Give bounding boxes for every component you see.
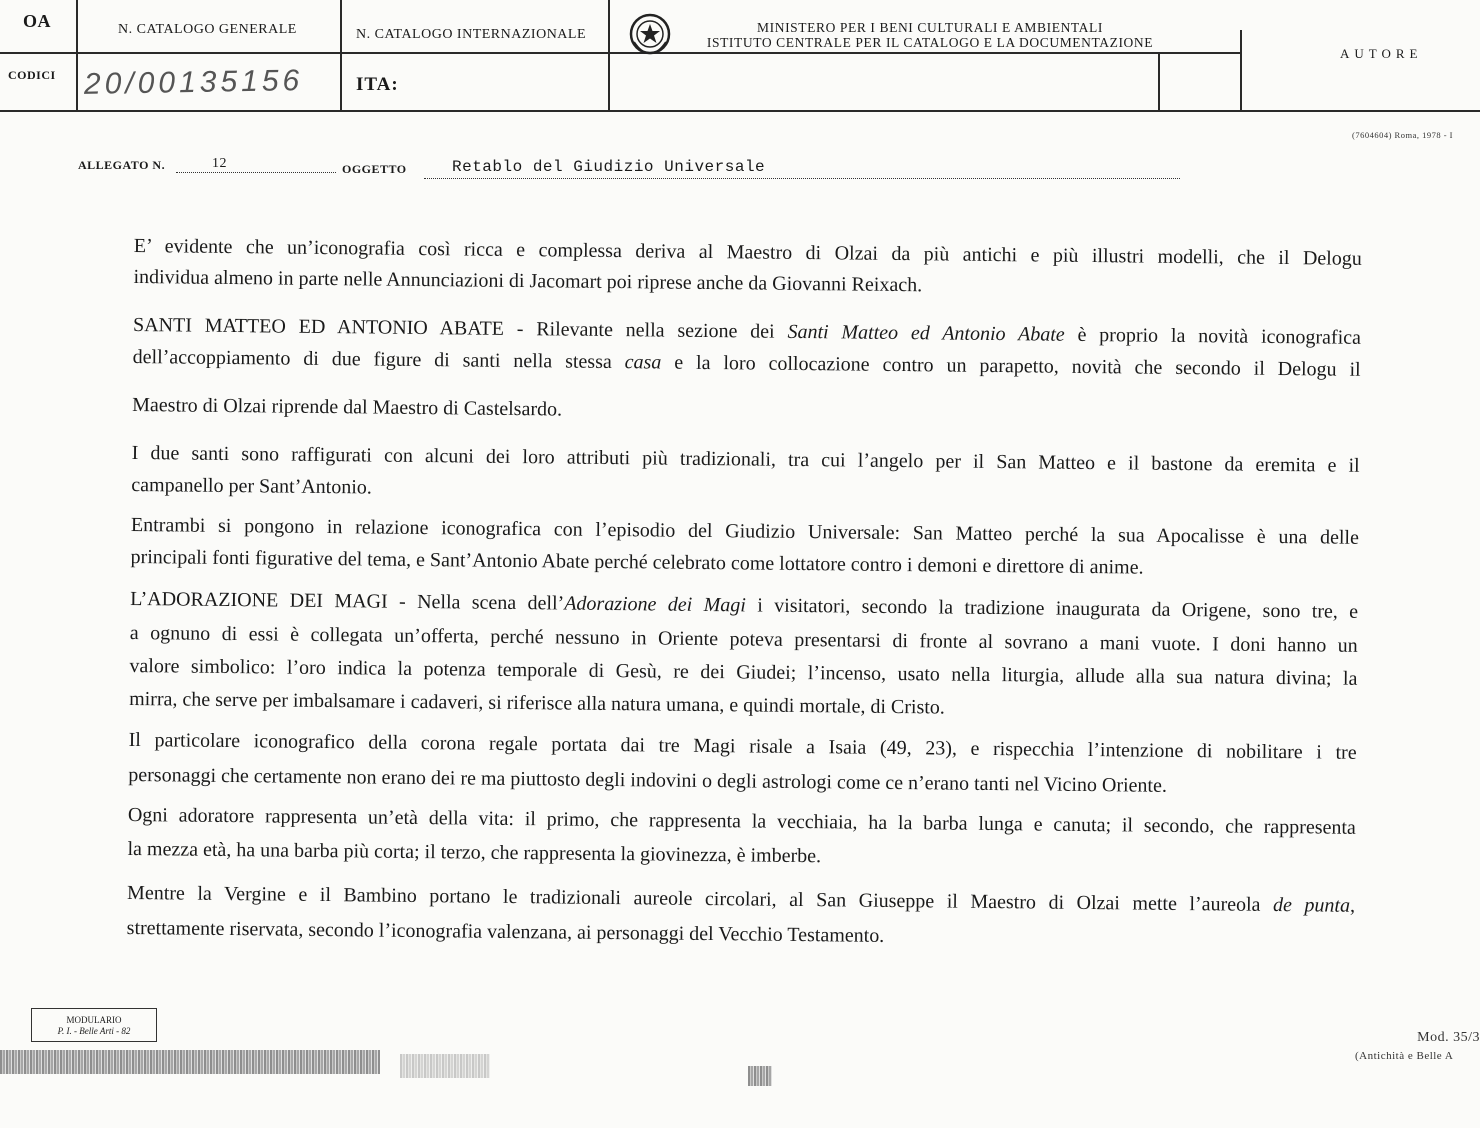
autore-label: AUTORE — [1340, 46, 1423, 61]
body-line: SANTI MATTEO ED ANTONIO ABATE - Rilevante nella sezione dei Santi Matteo ed Antonio Abate è proprio la novità iconografica — [132, 313, 1362, 349]
scan-artifact-mark — [748, 1066, 772, 1086]
body-line: la mezza età, ha una barba più corta; il terzo, che rappresenta la giovinezza, è imberbe. — [127, 837, 822, 868]
catalogo-generale-label: N. CATALOGO GENERALE — [118, 22, 297, 37]
body-line: E’ evidente che un’iconografia così ricca e complessa deriva al Maestro di Olzai da più antichi e più illustri modelli, che il Delogu — [133, 234, 1362, 270]
ministry-line-1: MINISTERO PER I BENI CULTURALI E AMBIENTALI — [757, 20, 1103, 35]
body-line: Ogni adoratore rappresenta un’età della vita: il primo, che rappresenta la vecchiaia, ha la barba lunga e canuta; il secondo, che rappresenta — [127, 803, 1356, 839]
scan-artifact-stripe — [0, 1050, 380, 1074]
modulario-box — [31, 1008, 157, 1042]
body-line: individua almeno in parte nelle Annunciazioni di Jacomart poi riprese anche da Giovanni Reixach. — [133, 265, 923, 297]
oggetto-label: OGGETTO — [342, 162, 407, 176]
oa-label: OA — [23, 11, 51, 31]
body-line: valore simbolico: l’oro indica la potenza temporale di Gesù, re dei Giudei; l’incenso, usato nella liturgia, allude alla sua natura divina; la — [129, 654, 1358, 690]
grid-line — [0, 110, 1480, 112]
body-line: dell’accoppiamento di due figure di santi nella stessa casa e la loro collocazione contro un parapetto, novità che secondo il Delogu il — [132, 345, 1361, 381]
allegato-label: ALLEGATO N. — [78, 158, 166, 172]
grid-line — [340, 0, 342, 111]
body-line: Maestro di Olzai riprende dal Maestro di Castelsardo. — [132, 393, 563, 421]
ministry-line-2: ISTITUTO CENTRALE PER IL CATALOGO E LA DOCUMENTAZIONE — [706, 35, 1154, 50]
print-code: (7604604) Roma, 1978 - I — [1352, 130, 1454, 140]
body-line: strettamente riservata, secondo l’iconografia valenzana, ai personaggi del Vecchio Testamento. — [126, 916, 885, 947]
grid-line — [608, 0, 610, 111]
body-line: a ognuno di essi è collegata un’offerta, perché nessuno in Oriente poteva presentarsi di fronte al sovrano a mani vuote. I doni hanno un — [129, 621, 1358, 657]
body-line: campanello per Sant’Antonio. — [131, 473, 372, 499]
body-text — [126, 234, 1362, 987]
body-line: Il particolare iconografico della corona regale portata dai tre Magi risale a Isaia (49, 23), e rispecchia l’intenzione di nobilitare i tre — [128, 728, 1357, 764]
allegato-number: 12 — [212, 156, 227, 171]
catalogo-internazionale-label: N. CATALOGO INTERNAZIONALE — [356, 27, 587, 42]
italian-emblem-icon — [628, 12, 672, 56]
modulario-line-2: P. I. - Belle Arti - 82 — [57, 1026, 131, 1036]
ita-label: ITA: — [356, 74, 399, 95]
oggetto-value: Retablo del Giudizio Universale — [452, 158, 766, 176]
mod-code: Mod. 35/3 — [1417, 1030, 1480, 1045]
scan-artifact-stripe — [400, 1054, 490, 1078]
body-line: L’ADORAZIONE DEI MAGI - Nella scena dell’Adorazione dei Magi i visitatori, secondo la tradizione inaugurata da Origene, sono tre, e — [130, 587, 1359, 623]
grid-line — [1240, 30, 1242, 111]
ministry-heading — [690, 20, 1170, 50]
grid-line — [0, 52, 1240, 54]
allegato-dotted-line — [176, 172, 336, 173]
mod-subtitle: (Antichità e Belle A — [1355, 1050, 1454, 1062]
body-line: mirra, che serve per imbalsamare i cadaveri, si riferisce alla natura umana, e quindi mortale, di Cristo. — [129, 687, 945, 719]
oggetto-dotted-line — [424, 178, 1180, 179]
catalog-number-handwritten: 20/00135156 — [83, 64, 304, 101]
body-line: I due santi sono raffigurati con alcuni dei loro attributi più tradizionali, tra cui l’angelo per il San Matteo e il bastone da eremita e il — [131, 441, 1360, 477]
body-line: Entrambi si pongono in relazione iconografica con l’episodio del Giudizio Universale: San Matteo perché la sua Apocalisse è una delle — [130, 513, 1360, 549]
codici-label: CODICI — [8, 68, 56, 82]
modulario-line-1: MODULARIO — [66, 1015, 122, 1025]
body-line: principali fonti figurative del tema, e Sant’Antonio Abate perché celebrato come lottatore contro i demoni e direttore di anime. — [130, 545, 1144, 579]
grid-line — [76, 0, 78, 111]
body-line: Mentre la Vergine e il Bambino portano le tradizionali aureole circolari, al San Giuseppe il Maestro di Olzai mette l’aureola de punta, — [126, 881, 1356, 917]
body-line: personaggi che certamente non erano dei re ma piuttosto degli indovini o degli astrologi come ce n’erano tanti nel Vicino Oriente. — [128, 763, 1168, 797]
grid-line — [1158, 52, 1160, 111]
